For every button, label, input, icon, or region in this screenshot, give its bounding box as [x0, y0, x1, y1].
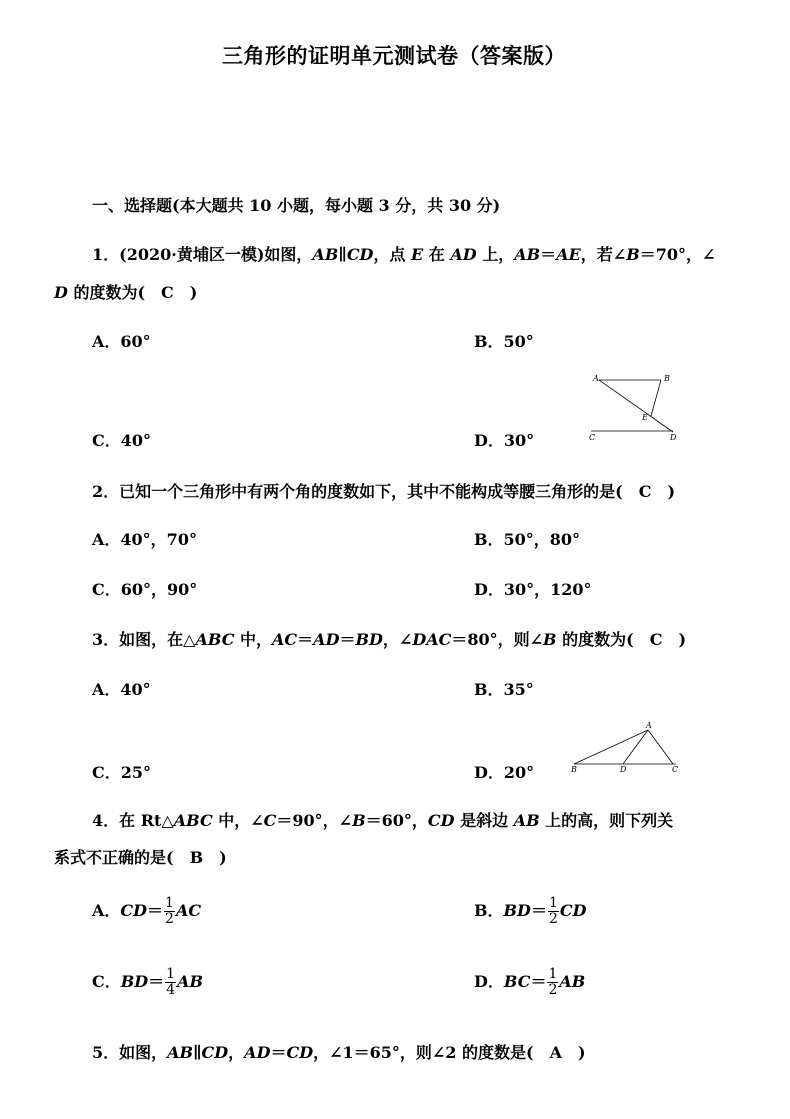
q3-text: 3．如图，在△ [92, 630, 196, 649]
q3-var: B [543, 630, 557, 649]
q1-number: 1． [92, 245, 120, 264]
q5-text: 5．如图， [92, 1043, 168, 1062]
q2-answer: C [638, 482, 652, 501]
q1-fig-label-c: C [589, 433, 596, 442]
option-label: B． [474, 901, 504, 920]
q3-fig-label-d: D [620, 765, 627, 774]
question-4-stem [92, 808, 673, 831]
q1-var: AB [514, 245, 541, 264]
q3-text: 的度数为( [556, 630, 650, 649]
option-symbol: ＝ [148, 972, 165, 991]
q2-option-a: A．40°，70° [92, 530, 197, 549]
q5-var: CD [201, 1043, 229, 1062]
q4-answer: B [189, 848, 204, 867]
q1-fig-label-d: D [670, 433, 677, 442]
q1-source: (2020·黄埔区一模) [119, 245, 265, 264]
q5-text: ) [562, 1043, 586, 1062]
q1-text: ＝70°，∠ [639, 245, 716, 264]
q1-text: ) [173, 283, 198, 302]
q1-var: AE [556, 245, 581, 264]
q3-option-b: B．35° [474, 680, 534, 699]
q4-var: ABC [173, 811, 213, 830]
q5-symbol: ＝ [270, 1043, 287, 1062]
q4-option-b [474, 896, 586, 927]
fraction [547, 967, 558, 998]
q4-option-c [92, 967, 203, 998]
q1-option-b: B．50° [474, 332, 534, 351]
fraction-denominator: 2 [548, 911, 558, 927]
q5-answer: A [549, 1043, 563, 1062]
option-var: CD [120, 901, 148, 920]
fraction-numerator: 1 [548, 895, 558, 911]
question-3-stem [92, 627, 686, 650]
q3-option-d: D．20° [474, 763, 535, 782]
q1-answer: C [161, 283, 174, 302]
fraction [165, 967, 176, 998]
question-2-stem [92, 479, 675, 502]
q1-option-a: A．60° [92, 332, 151, 351]
q5-var: AB [167, 1043, 194, 1062]
fraction-numerator: 1 [166, 966, 176, 982]
q1-var: E [411, 245, 424, 264]
q1-text: ，点 [373, 245, 411, 264]
q1-text: 上， [476, 245, 515, 264]
q1-fig-label-b: B [664, 374, 670, 383]
q1-text: 如图， [264, 245, 313, 264]
fraction-numerator: 1 [548, 966, 558, 982]
q4-text: ＝60°， [365, 811, 428, 830]
option-var: AC [175, 901, 202, 920]
q4-var: AB [513, 811, 540, 830]
q4-text: 4．在 Rt△ [92, 811, 174, 830]
q5-var: AD [244, 1043, 271, 1062]
q1-text: 在 [423, 245, 451, 264]
q4-var: CD [427, 811, 455, 830]
q4-text: 是斜边 [454, 811, 514, 830]
option-var: BD [120, 972, 149, 991]
q1-var: AB [312, 245, 339, 264]
q1-option-c: C．40° [92, 431, 152, 450]
option-var: AB [559, 972, 586, 991]
option-label: C． [92, 972, 121, 991]
q1-var: B [626, 245, 640, 264]
fraction-numerator: 1 [165, 895, 174, 911]
q1-symbol: ∥ [338, 245, 347, 264]
option-symbol: ＝ [147, 901, 164, 920]
q4-option-d [474, 967, 585, 998]
question-1-stem-line2 [54, 280, 197, 303]
q3-var: ABC [195, 630, 235, 649]
q1-text: 的度数为( [67, 283, 162, 302]
fraction-denominator: 4 [166, 982, 176, 998]
q3-var: AC [272, 630, 298, 649]
q3-fig-label-c: C [672, 765, 679, 774]
q1-option-d: D．30° [474, 431, 535, 450]
q3-var: BD [355, 630, 383, 649]
q2-text: ) [651, 482, 676, 501]
option-var: AB [177, 972, 204, 991]
q1-var: AD [450, 245, 477, 264]
fraction [548, 896, 559, 927]
q3-var: AD [313, 630, 340, 649]
q2-text: 2．已知一个三角形中有两个角的度数如下，其中不能构成等腰三角形的是( [92, 482, 639, 501]
q4-text: ＝90°，∠ [276, 811, 353, 830]
q5-symbol: ∥ [193, 1043, 202, 1062]
q2-option-b: B．50°，80° [474, 530, 581, 549]
q1-fig-label-a: A [593, 374, 599, 383]
question-4-stem-line2 [54, 845, 227, 868]
q3-option-c: C．25° [92, 763, 152, 782]
q3-option-a: A．40° [92, 680, 151, 699]
q2-option-d: D．30°，120° [474, 580, 592, 599]
q2-option-c: C．60°，90° [92, 580, 198, 599]
q1-symbol: ＝ [540, 245, 557, 264]
q4-text: 中，∠ [212, 811, 264, 830]
option-var: BC [503, 972, 531, 991]
q4-text: 系式不正确的是( [54, 848, 190, 867]
q1-text: ，若∠ [580, 245, 627, 264]
q3-fig-label-a: A [646, 721, 652, 730]
q1-var: D [54, 283, 68, 302]
q5-text: ，∠1＝65°，则∠2 的度数是( [313, 1043, 550, 1062]
q4-var: C [263, 811, 277, 830]
q3-fig-label-b: B [571, 765, 577, 774]
q5-text: ， [228, 1043, 245, 1062]
q4-text: 上的高，则下列关 [539, 811, 674, 830]
q3-var: DAC [412, 630, 452, 649]
q3-symbol: ＝ [339, 630, 356, 649]
question-1-stem [92, 242, 715, 265]
q1-var: CD [346, 245, 374, 264]
q3-text: ＝80°，则∠ [451, 630, 544, 649]
q4-option-a [92, 896, 201, 927]
fraction-denominator: 2 [165, 911, 174, 927]
q3-figure [568, 718, 682, 776]
q1-fig-label-e: E [642, 413, 648, 422]
q4-text: ) [203, 848, 227, 867]
option-label: D． [474, 972, 504, 991]
q4-var: B [352, 811, 366, 830]
page-title: 三角形的证明单元测试卷（答案版） [222, 43, 566, 68]
option-var: BD [503, 901, 531, 920]
q1-figure [585, 370, 685, 444]
fraction-denominator: 2 [548, 982, 558, 998]
section-heading: 一、选择题(本大题共 10 小题，每小题 3 分，共 30 分) [92, 196, 501, 215]
option-symbol: ＝ [530, 901, 547, 920]
fraction [164, 896, 175, 927]
option-label: A． [92, 901, 121, 920]
question-5-stem [92, 1040, 586, 1063]
q3-symbol: ＝ [297, 630, 314, 649]
option-var: CD [559, 901, 587, 920]
q3-text: ) [662, 630, 687, 649]
q3-answer: C [649, 630, 663, 649]
q3-text: 中， [234, 630, 272, 649]
option-symbol: ＝ [530, 972, 547, 991]
q5-var: CD [286, 1043, 314, 1062]
q3-text: ，∠ [382, 630, 413, 649]
